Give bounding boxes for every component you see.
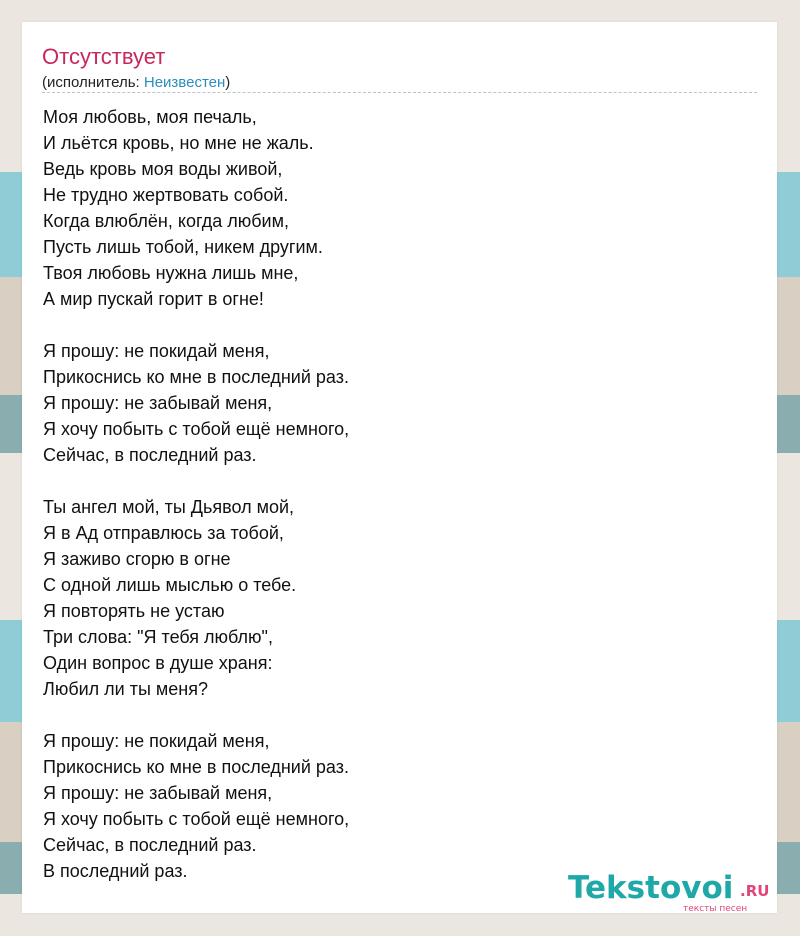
lyric-line: Сейчас, в последний раз.	[43, 835, 257, 855]
artist-suffix: )	[225, 74, 231, 91]
lyric-line: Я прошу: не забывай меня,	[43, 783, 273, 803]
lyric-line: Один вопрос в душе храня:	[43, 653, 273, 673]
artist-prefix: (исполнитель:	[42, 74, 144, 91]
logo-tagline: тексты песен	[683, 904, 748, 914]
lyric-line: Любил ли ты меня?	[43, 679, 209, 699]
lyric-line: Я прошу: не покидай меня,	[43, 731, 270, 751]
lyric-line: Твоя любовь нужна лишь мне,	[43, 263, 299, 283]
lyric-line: В последний раз.	[43, 861, 188, 881]
logo-domain: .RU	[740, 882, 770, 900]
lyric-line: С одной лишь мыслью о тебе.	[43, 575, 297, 595]
lyric-line: Я повторять не устаю	[43, 601, 225, 621]
lyric-stanza-gap	[43, 468, 349, 494]
artist-line	[42, 74, 230, 92]
lyric-line: Я в Ад отправлюсь за тобой,	[43, 523, 284, 543]
lyric-line: Прикоснись ко мне в последний раз.	[43, 757, 349, 777]
lyric-line: А мир пускай горит в огне!	[43, 289, 264, 309]
song-title: Отсутствует	[42, 44, 166, 69]
lyric-line: Ведь кровь моя воды живой,	[43, 159, 283, 179]
lyric-line: Я хочу побыть с тобой ещё немного,	[43, 809, 350, 829]
logo-wordmark: Tekstovoi	[568, 870, 734, 906]
header-divider	[42, 92, 757, 93]
site-logo[interactable]	[568, 868, 773, 914]
lyric-line: Ты ангел мой, ты Дьявол мой,	[43, 497, 295, 517]
lyric-line: Пусть лишь тобой, никем другим.	[43, 237, 323, 257]
lyrics-card	[22, 22, 777, 913]
lyric-line: Я прошу: не забывай меня,	[43, 393, 273, 413]
lyric-line: Я заживо сгорю в огне	[43, 549, 231, 569]
artist-link[interactable]: Неизвестен	[143, 74, 226, 91]
lyric-line: Не трудно жертвовать собой.	[43, 185, 289, 205]
lyric-line: Сейчас, в последний раз.	[43, 445, 257, 465]
lyric-line: Моя любовь, моя печаль,	[43, 107, 257, 127]
lyric-line: Я хочу побыть с тобой ещё немного,	[43, 419, 350, 439]
lyric-stanza-gap	[43, 312, 349, 338]
lyric-line: Я прошу: не покидай меня,	[43, 341, 270, 361]
lyric-line: И льётся кровь, но мне не жаль.	[43, 133, 314, 153]
lyric-stanza-gap	[43, 702, 349, 728]
lyric-line: Три слова: "Я тебя люблю",	[43, 627, 273, 647]
lyric-line: Прикоснись ко мне в последний раз.	[43, 367, 349, 387]
lyric-line: Когда влюблён, когда любим,	[43, 211, 289, 231]
lyrics-text	[43, 104, 349, 884]
